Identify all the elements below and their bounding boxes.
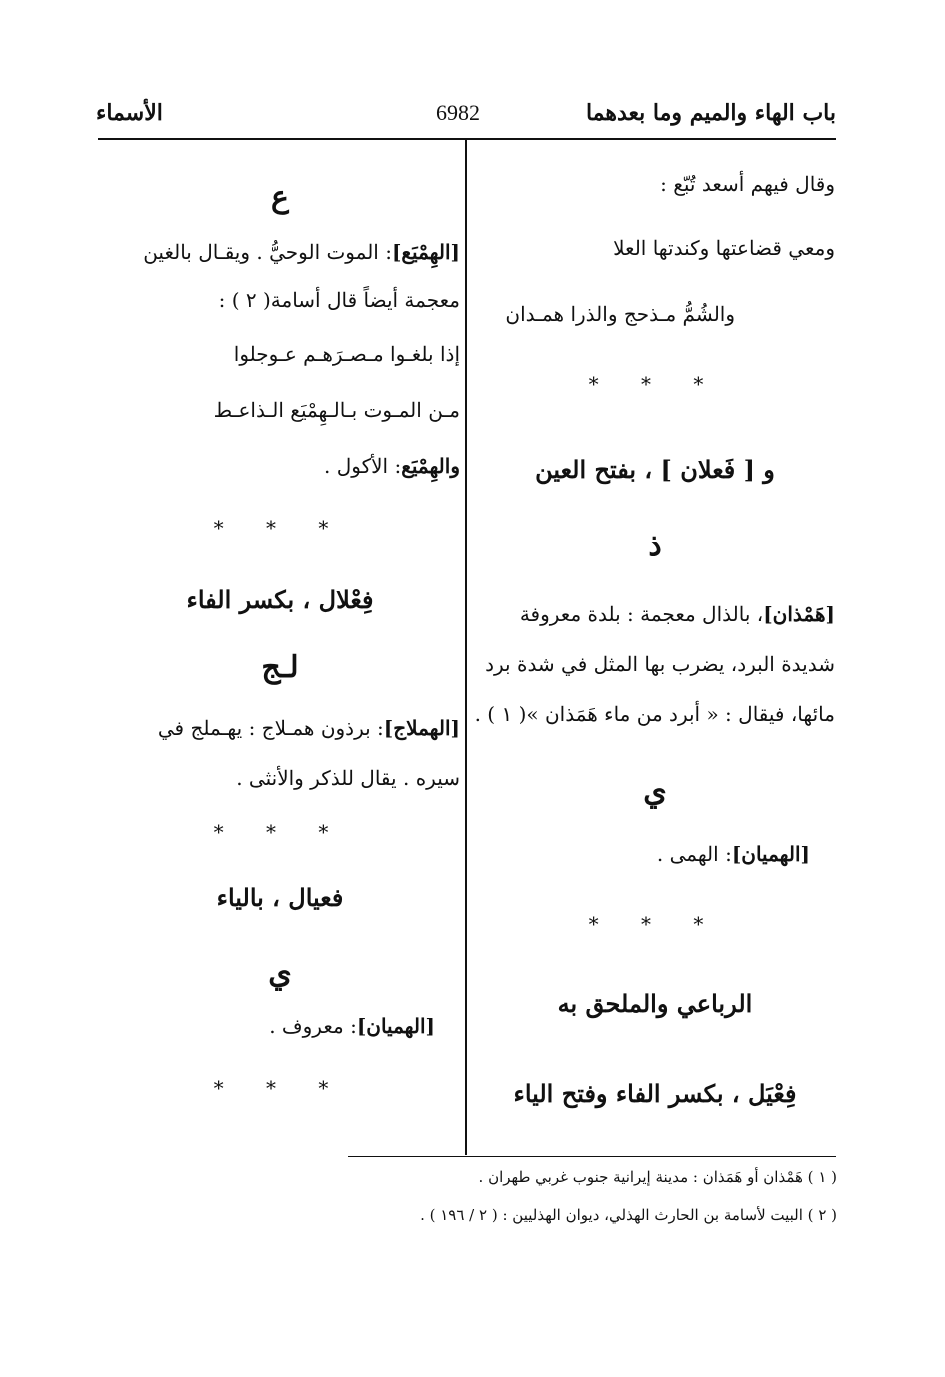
footnote-2: ( ٢ ) البيت لأسامة بن الحارث الهذلي، ديوان الهذليين : ( ٢ / ١٩٦ ) . — [420, 1206, 837, 1224]
separator-stars: * * * — [588, 372, 722, 396]
entry-lemma: [الهِمْيَع] — [391, 240, 460, 264]
letter-heading-lj: لـج — [261, 650, 299, 685]
entry-text: : الموت الوحيُّ . ويقـال بالغين — [143, 240, 392, 264]
entry-line: سيره . يقال للذكر والأنثى . — [236, 766, 460, 790]
entry-text: : الهمى . — [656, 842, 732, 866]
separator-stars: * * * — [213, 516, 347, 540]
column-divider — [465, 139, 467, 1155]
entry-lemma: والهِمْيَع — [401, 454, 460, 478]
entry-lemma: [الهملاج] — [383, 716, 460, 740]
footnote-1: ( ١ ) هَمْذان أو هَمَذان : مدينة إيرانية جنوب غربي طهران . — [478, 1168, 837, 1186]
separator-stars: * * * — [588, 912, 722, 936]
entry-hamya-2 — [324, 454, 460, 478]
verse-line-1: إذا بلغـوا مـصـرَهـم عـوجلوا — [233, 342, 460, 366]
verse-line-2: مـن المـوت بـالـهِمْيَع الـذاعـط — [213, 398, 460, 422]
entry-text: ، بالذال معجمة : بلدة معروفة — [519, 602, 764, 626]
footnote-rule — [348, 1156, 836, 1157]
entry-hamyan — [657, 842, 810, 866]
entry-text: : برذون همـلاج : يهـملج في — [157, 716, 384, 740]
verse-line-2: والشُمُّ مـذحج والذرا همـدان — [505, 302, 735, 326]
entry-lemma: [الهميان] — [731, 842, 810, 866]
entry-text: : معروف . — [269, 1014, 357, 1038]
verse-line-1: ومعي قضاعتها وكندتها العلا — [613, 236, 835, 260]
section-heading: فِعْيَل ، بكسر الفاء وفتح الياء — [513, 1079, 797, 1108]
letter-heading-ya: ي — [643, 774, 667, 809]
entry-hamlaj — [158, 716, 460, 740]
section-heading: و [ فَعلان ] ، بفتح العين — [535, 455, 775, 484]
entry-hamyan — [269, 1014, 435, 1038]
entry-lemma: [هَمْذان] — [763, 602, 835, 626]
entry-hamya — [143, 240, 460, 264]
entry-hamadhan — [520, 602, 835, 626]
header-rule — [98, 138, 836, 140]
entry-line: مائها، فيقال : « أبرد من ماء هَمَذان »( ١ ) . — [474, 702, 835, 726]
section-title: الأسماء — [96, 100, 163, 126]
verse-intro: وقال فيهم أسعد تُبّع : — [660, 172, 835, 196]
entry-text: : الأكول . — [324, 454, 402, 478]
section-heading: فعيال ، بالياء — [216, 883, 344, 912]
left-column — [100, 160, 460, 1150]
entry-line: شديدة البرد، يضرب بها المثل في شدة برد — [485, 652, 835, 676]
section-heading: الرباعي والملحق به — [557, 989, 753, 1018]
page-number: 6982 — [436, 100, 480, 125]
entry-lemma: [الهميان] — [356, 1014, 435, 1038]
chapter-title: باب الهاء والميم وما بعدهما — [585, 100, 836, 126]
separator-stars: * * * — [213, 820, 347, 844]
letter-heading-ya: ي — [268, 956, 292, 991]
page-header — [96, 98, 836, 134]
letter-heading-dhal: ذ — [648, 528, 662, 563]
separator-stars: * * * — [213, 1076, 347, 1100]
letter-heading-ayn: ع — [271, 180, 289, 215]
section-heading: فِعْلال ، بكسر الفاء — [186, 585, 374, 614]
right-column — [475, 160, 835, 1150]
entry-line: معجمة أيضاً قال أسامة( ٢ ) : — [218, 288, 460, 312]
